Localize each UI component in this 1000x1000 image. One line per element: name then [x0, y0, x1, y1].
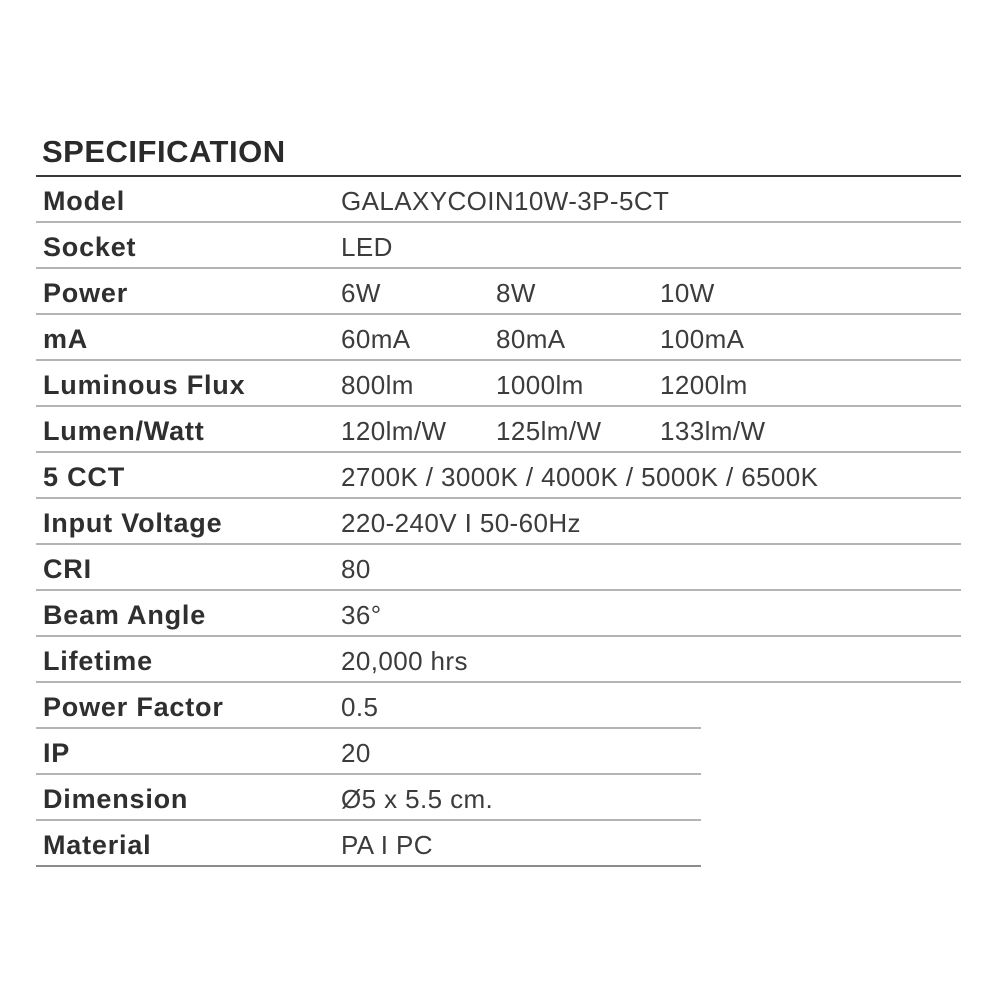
spec-value: 100mA: [660, 324, 745, 354]
spec-value: 10W: [660, 278, 715, 308]
spec-value: 36°: [341, 600, 382, 630]
spec-label: Socket: [43, 232, 137, 262]
spec-value: 0.5: [341, 692, 379, 722]
spec-value: 80mA: [496, 324, 566, 354]
spec-value: GALAXYCOIN10W-3P-5CT: [341, 186, 670, 216]
spec-value: 60mA: [341, 324, 411, 354]
spec-row-ip: [36, 729, 701, 775]
spec-row-beam-angle: [36, 591, 961, 637]
spec-value: PA I PC: [341, 830, 433, 860]
spec-value: Ø5 x 5.5 cm.: [341, 784, 494, 814]
spec-row-ma: [36, 315, 961, 361]
spec-label: Material: [43, 830, 152, 860]
spec-row-luminous-flux: [36, 361, 961, 407]
spec-row-power: [36, 269, 961, 315]
spec-value: LED: [341, 232, 393, 262]
spec-row-material: [36, 821, 701, 867]
spec-row-socket: [36, 223, 961, 269]
spec-table: [36, 177, 961, 867]
spec-value: 6W: [341, 278, 381, 308]
spec-row-model: [36, 177, 961, 223]
spec-value: 8W: [496, 278, 536, 308]
spec-row-lumen-watt: [36, 407, 961, 453]
spec-value: 2700K / 3000K / 4000K / 5000K / 6500K: [341, 462, 819, 492]
spec-label: Lifetime: [43, 646, 153, 676]
spec-label: Luminous Flux: [43, 370, 246, 400]
spec-row-cri: [36, 545, 961, 591]
spec-row-power-factor: [36, 683, 701, 729]
spec-value: 120lm/W: [341, 416, 447, 446]
spec-value: 20,000 hrs: [341, 646, 468, 676]
spec-label: Model: [43, 186, 125, 216]
spec-value: 1200lm: [660, 370, 748, 400]
spec-label: Power Factor: [43, 692, 224, 722]
spec-value: 220-240V I 50-60Hz: [341, 508, 581, 538]
spec-value: 80: [341, 554, 371, 584]
spec-value: 800lm: [341, 370, 414, 400]
spec-title: SPECIFICATION: [42, 134, 286, 169]
spec-value: 1000lm: [496, 370, 584, 400]
spec-label: Beam Angle: [43, 600, 207, 630]
spec-label: mA: [43, 324, 89, 354]
spec-label: Dimension: [43, 784, 189, 814]
spec-label: Lumen/Watt: [43, 416, 205, 446]
spec-row-cct: [36, 453, 961, 499]
spec-row-lifetime: [36, 637, 961, 683]
spec-value: 20: [341, 738, 371, 768]
spec-label: CRI: [43, 554, 92, 584]
spec-value: 133lm/W: [660, 416, 766, 446]
spec-label: 5 CCT: [43, 462, 126, 492]
spec-row-input-voltage: [36, 499, 961, 545]
spec-label: IP: [43, 738, 71, 768]
spec-label: Power: [43, 278, 129, 308]
spec-row-dimension: [36, 775, 701, 821]
spec-value: 125lm/W: [496, 416, 602, 446]
spec-label: Input Voltage: [43, 508, 223, 538]
